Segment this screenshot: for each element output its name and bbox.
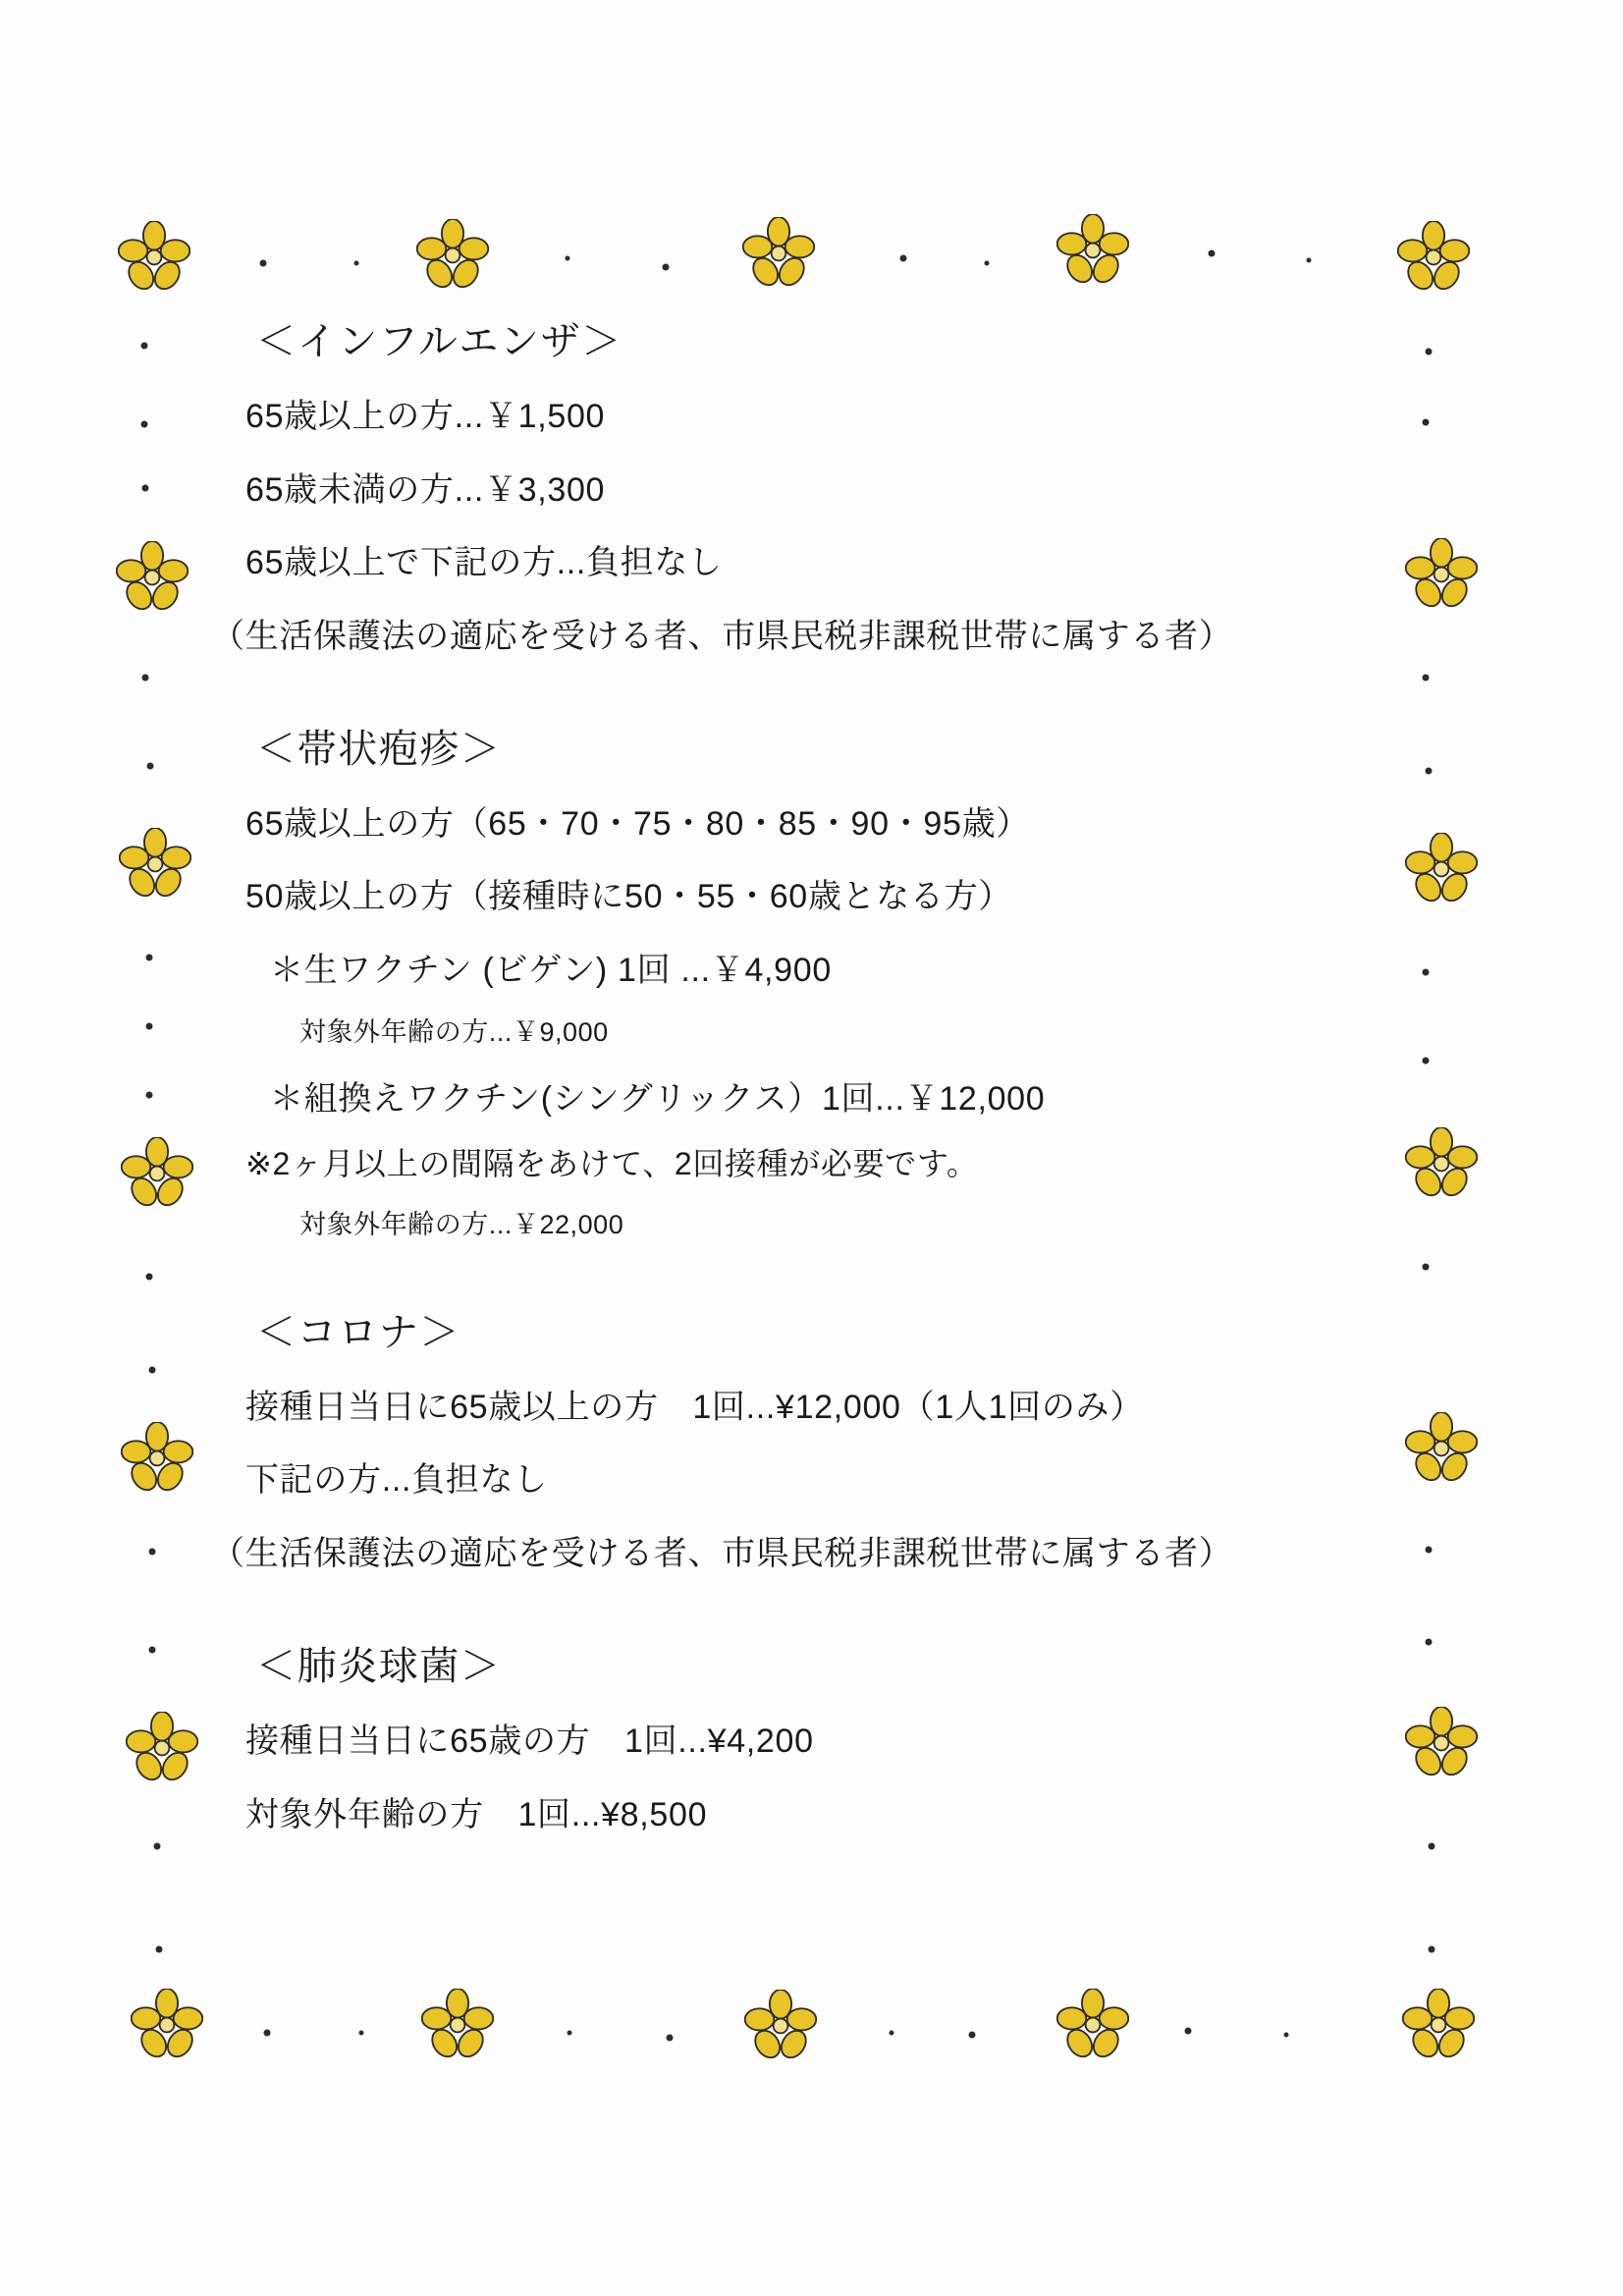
- border-dot: [1423, 675, 1430, 682]
- border-dot: [149, 1647, 156, 1654]
- price-line: 接種日当日に65歳の方 1回...¥4,200: [245, 1722, 814, 1760]
- border-dot: [142, 485, 149, 492]
- border-dot: [146, 1274, 153, 1281]
- flower-icon: [416, 219, 489, 292]
- price-line: 65歳以上の方...￥1,500: [245, 398, 606, 435]
- border-dot: [1429, 1946, 1435, 1953]
- price-line: ＊組換えワクチン(シングリックス）1回...￥12,000: [270, 1079, 1046, 1118]
- section-title-shingles: ＜帯状疱疹＞: [256, 727, 502, 771]
- price-line: ＊生ワクチン (ビゲン) 1回 ...￥4,900: [270, 952, 832, 990]
- flower-icon: [118, 221, 190, 294]
- flower-icon: [1056, 214, 1129, 287]
- interval-note: ※2ヶ月以上の間隔をあけて、2回接種が必要です。: [245, 1146, 979, 1182]
- flower-icon: [1405, 1412, 1478, 1485]
- border-dot: [154, 1843, 161, 1850]
- flower-icon: [1397, 221, 1470, 294]
- document-content: [211, 312, 1389, 1862]
- border-dot: [1429, 1843, 1435, 1850]
- eligibility-note: （生活保護法の適応を受ける者、市県民税非課税世帯に属する者）: [211, 1535, 1233, 1573]
- flower-icon: [1056, 1989, 1129, 2061]
- border-dot: [146, 1023, 153, 1030]
- price-line: 対象外年齢の方 1回...¥8,500: [245, 1795, 708, 1833]
- border-dot: [1209, 250, 1216, 257]
- flower-icon: [1405, 1707, 1478, 1779]
- border-dot: [354, 261, 359, 266]
- flower-icon: [1405, 833, 1478, 905]
- border-dot: [1423, 1058, 1430, 1065]
- border-dot: [985, 261, 990, 266]
- border-dot: [264, 2030, 271, 2037]
- border-dot: [142, 675, 149, 682]
- flower-icon: [744, 1990, 817, 2062]
- price-line: 65歳以上で下記の方...負担なし: [245, 544, 723, 582]
- price-line: 接種日当日に65歳以上の方 1回...¥12,000（1人1回のみ）: [245, 1388, 1144, 1426]
- border-dot: [141, 421, 148, 428]
- flower-icon: [742, 217, 815, 290]
- border-dot: [969, 2032, 976, 2039]
- flower-icon: [1405, 538, 1478, 611]
- border-dot: [667, 2035, 674, 2042]
- border-dot: [359, 2031, 364, 2036]
- border-dot: [1426, 768, 1433, 775]
- border-dot: [568, 2031, 572, 2036]
- section-title-corona: ＜コロナ＞: [256, 1310, 460, 1354]
- border-dot: [1284, 2033, 1289, 2038]
- flower-icon: [1402, 1989, 1475, 2061]
- flower-icon: [131, 1989, 203, 2061]
- border-dot: [146, 955, 153, 961]
- flower-icon: [121, 1422, 193, 1495]
- border-dot: [1426, 1639, 1433, 1646]
- section-influenza: [211, 312, 1389, 663]
- eligibility-note: （生活保護法の適応を受ける者、市県民税非課税世帯に属する者）: [211, 618, 1233, 656]
- flower-icon: [1405, 1127, 1478, 1200]
- section-title-pneumococcus: ＜肺炎球菌＞: [256, 1644, 502, 1688]
- border-dot: [146, 1092, 153, 1099]
- border-dot: [900, 255, 907, 262]
- flower-icon: [119, 828, 191, 901]
- border-dot: [1185, 2028, 1192, 2035]
- section-shingles: [211, 720, 1389, 1246]
- border-dot: [663, 264, 670, 271]
- border-dot: [149, 1549, 156, 1556]
- section-corona: [211, 1303, 1389, 1580]
- border-dot: [1307, 258, 1312, 263]
- border-dot: [1426, 1547, 1433, 1554]
- section-pneumococcus: [211, 1637, 1389, 1840]
- section-title-influenza: ＜インフルエンザ＞: [256, 320, 622, 363]
- border-dot: [147, 763, 154, 770]
- price-subline: 対象外年齢の方...￥22,000: [299, 1209, 624, 1239]
- border-dot: [260, 260, 267, 267]
- flower-icon: [121, 1137, 193, 1210]
- eligibility-line: 65歳以上の方（65・70・75・80・85・90・95歳）: [245, 804, 1030, 843]
- border-dot: [1423, 1264, 1430, 1271]
- border-dot: [890, 2031, 894, 2036]
- border-dot: [156, 1946, 163, 1953]
- price-line: 65歳未満の方...￥3,300: [245, 470, 606, 509]
- price-line: 下記の方...負担なし: [245, 1461, 548, 1500]
- border-dot: [141, 343, 148, 350]
- border-dot: [1423, 969, 1430, 976]
- eligibility-line: 50歳以上の方（接種時に50・55・60歳となる方）: [245, 878, 1012, 916]
- border-dot: [149, 1367, 156, 1374]
- flower-icon: [116, 541, 189, 614]
- price-subline: 対象外年齢の方...￥9,000: [299, 1016, 609, 1047]
- flower-icon: [126, 1712, 198, 1784]
- border-dot: [566, 256, 570, 261]
- flower-icon: [421, 1989, 494, 2061]
- border-dot: [1426, 349, 1433, 355]
- border-dot: [1423, 419, 1430, 426]
